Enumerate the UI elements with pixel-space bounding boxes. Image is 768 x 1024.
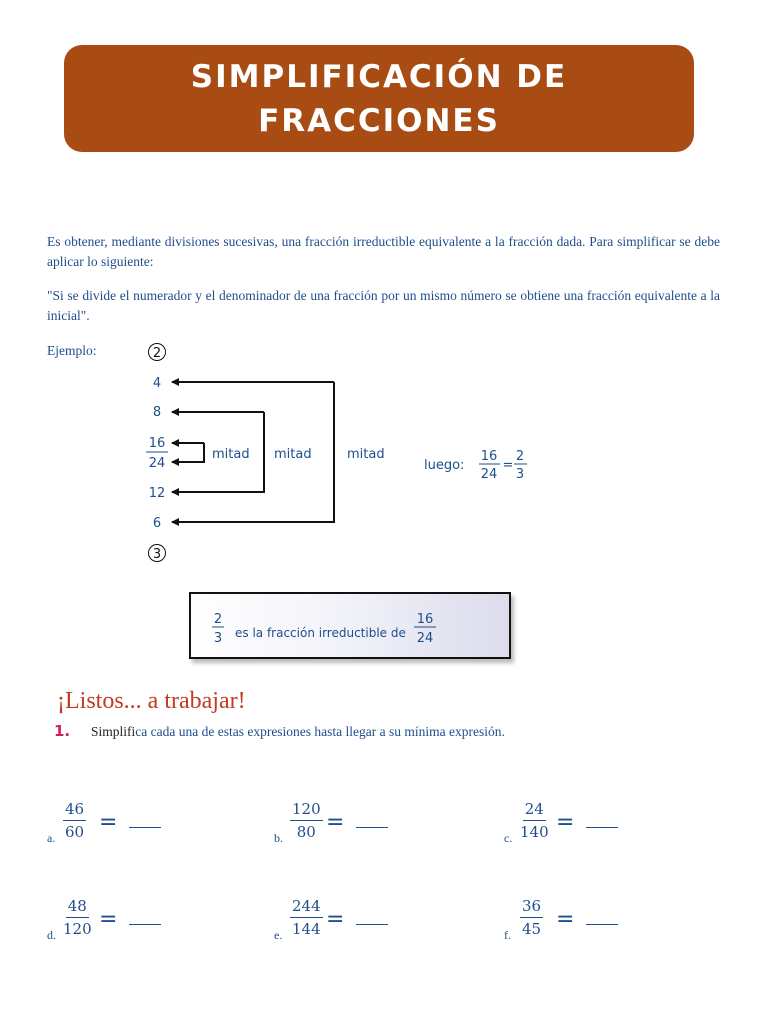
denominator-6: 6 [152, 516, 162, 531]
exercise-fraction [520, 897, 543, 938]
answer-blank[interactable] [356, 924, 388, 925]
answer-blank[interactable] [356, 827, 388, 828]
exercise-fraction [520, 800, 549, 841]
exercise-numerator: 48 [66, 897, 89, 918]
title-line-1: SIMPLIFICACIÓN DE [190, 58, 568, 95]
mitad-label-2: mitad [274, 447, 312, 462]
equals-sign: = [326, 907, 345, 932]
result-right-den: 3 [515, 467, 525, 482]
result-left-den: 24 [480, 467, 498, 482]
exercise-e [274, 897, 474, 947]
numerator-8: 8 [152, 405, 162, 420]
exercise-numerator: 24 [523, 800, 546, 821]
exercise-c [504, 800, 704, 850]
denominator-12: 12 [148, 486, 166, 501]
result-right-num: 2 [515, 449, 525, 464]
rule-paragraph: "Si se divide el numerador y el denominador de una fracción por un mismo número se obtiene una fracción equivalente a la inicial". [47, 288, 720, 323]
exercise-f [504, 897, 704, 947]
mitad-label-1: mitad [212, 447, 250, 462]
task-number: 1. [54, 722, 71, 740]
result-left-num: 16 [480, 449, 498, 464]
equals-sign: = [556, 810, 575, 835]
task-instruction [91, 724, 505, 740]
numerator-4: 4 [152, 376, 162, 391]
exercise-b [274, 800, 474, 850]
denominator-24: 24 [148, 456, 166, 471]
info-num: 2 [213, 612, 223, 627]
exercise-letter: f. [504, 928, 511, 942]
equals-sign: = [99, 907, 118, 932]
result-label: luego: [424, 458, 465, 473]
exercise-letter: a. [47, 831, 56, 845]
exercise-numerator: 36 [520, 897, 543, 918]
answer-blank[interactable] [129, 827, 161, 828]
bracket-inner [172, 443, 204, 462]
section-heading: ¡Listos... a trabajar! [57, 688, 246, 714]
exercise-denominator: 144 [292, 920, 321, 938]
task-text-black: Simplifi [91, 724, 136, 739]
exercise-letter: c. [504, 831, 513, 845]
equals-sign: = [556, 907, 575, 932]
divisor-top: 2 [152, 346, 162, 361]
answer-blank[interactable] [129, 924, 161, 925]
example-label: Ejemplo: [47, 343, 97, 358]
result-equals: = [502, 458, 514, 473]
mitad-label-3: mitad [347, 447, 385, 462]
numerator-16: 16 [148, 436, 166, 451]
exercise-fraction [63, 800, 86, 841]
info-den2: 24 [416, 631, 434, 646]
title-line-2: FRACCIONES [258, 102, 500, 139]
exercise-denominator: 60 [65, 823, 85, 841]
exercise-denominator: 140 [520, 823, 549, 841]
intro-paragraph: Es obtener, mediante divisiones sucesivas, una fracción irreductible equivalente a la fracción dada. Para simplificar se debe aplicar lo siguiente: [47, 234, 720, 269]
exercise-fraction [63, 897, 92, 938]
exercise-letter: e. [274, 928, 283, 942]
exercise-letter: d. [47, 928, 56, 942]
exercise-numerator: 46 [63, 800, 86, 821]
divisor-bottom: 3 [152, 547, 162, 562]
exercise-fraction [290, 897, 323, 938]
info-num2: 16 [416, 612, 434, 627]
equals-sign: = [99, 810, 118, 835]
answer-blank[interactable] [586, 924, 618, 925]
exercise-denominator: 45 [522, 920, 542, 938]
answer-blank[interactable] [586, 827, 618, 828]
exercise-fraction [290, 800, 323, 841]
equals-sign: = [326, 810, 345, 835]
exercise-d [47, 897, 247, 947]
exercise-denominator: 120 [63, 920, 92, 938]
info-text: es la fracción irreductible de [235, 626, 406, 640]
exercise-letter: b. [274, 831, 283, 845]
irreducible-info-box [189, 592, 511, 659]
info-den: 3 [213, 631, 223, 646]
exercise-a [47, 800, 247, 850]
exercise-denominator: 80 [296, 823, 316, 841]
exercise-numerator: 120 [290, 800, 323, 821]
exercise-numerator: 244 [290, 897, 323, 918]
task-text-blue: ca cada una de estas expresiones hasta llegar a su mínima expresión. [135, 724, 505, 739]
